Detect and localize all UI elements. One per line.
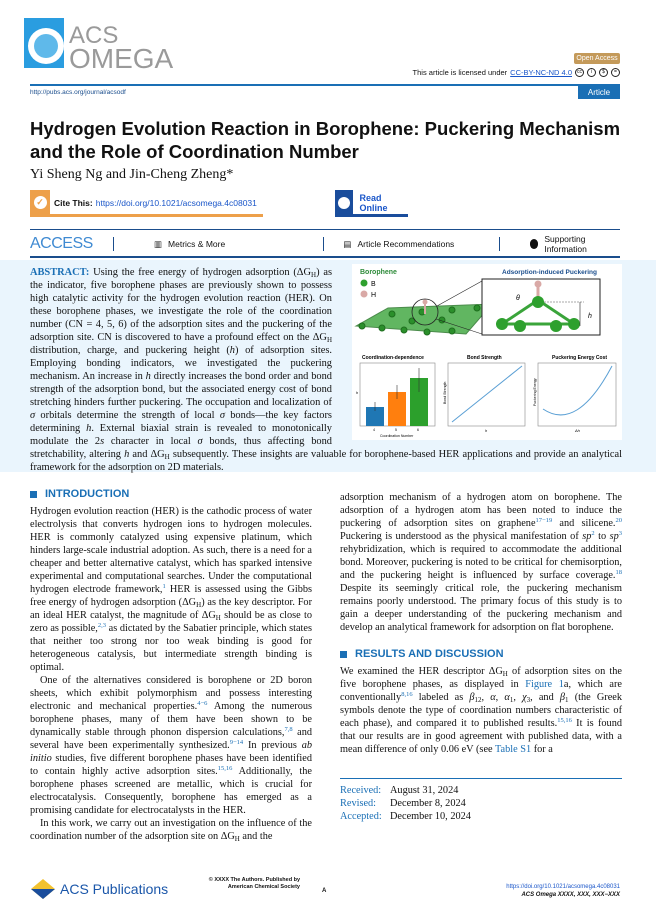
text-run: sp [582,531,592,542]
theta-label: θ [516,295,520,302]
tick-6: 6 [417,428,419,432]
panel2-title: Bond Strength [467,355,502,361]
text-run: In this work, we carry out an investigation on the influence of the coordination number of the adsorption site on ΔG [30,818,312,842]
panel1-title: Coordination-dependence [362,355,424,361]
open-access-badge: Open Access [574,53,620,64]
date-accepted: Accepted: December 10, 2024 [340,811,471,822]
borophene-label: Borophene [360,269,397,276]
metrics-link[interactable] [154,239,323,250]
si-icon [530,239,539,249]
journal-logo [24,16,224,86]
panel1-xlabel: Coordination Number [380,434,414,438]
hydrogen-atom-icon [361,291,368,298]
text-run: of adsorption sites on the five borophene phases, as displayed in [340,666,622,690]
svg-text:ACS: ACS [69,22,119,49]
text-run: h [229,345,235,356]
text-run: and several have been experimentally synthesized. [30,727,312,751]
page-number: A [322,888,327,894]
text-run: as dictated by the Sabatier principle, which states that neither too strong nor too weak binding is good for heterogeneous catalysis, but intermediate strength binding is optimal. [30,623,312,673]
text-run: In previous [243,740,302,751]
divider [113,237,114,251]
text-run: We examined the HER descriptor ΔG [340,666,503,677]
tick-5: 5 [395,428,397,432]
text-run: H [311,271,317,279]
text-run: H [196,601,202,609]
text-run: σ [30,410,36,421]
recommendations-link[interactable] [343,239,498,250]
read-online-label: Read Online [359,192,388,213]
reference-citation[interactable]: 15,16 [557,717,572,724]
text-run: Additionally, the borophene phases screened are metallic, which is crucial for electrocatalysis. Consequently, borophene has emerged as a promising candidate for electrocatalysts in the HER. [30,766,312,816]
doi-link[interactable]: https://doi.org/10.1021/acsomega.4c08031 [95,197,257,208]
authors: Yi Sheng Ng and Jin-Cheng Zheng* [30,167,234,182]
tick-4: 4 [373,428,375,432]
text-run: (the Greek symbols denote the type of coordination numbers characteristic of each phase), and compared it to published results. [340,692,623,729]
results-paragraph [340,665,622,756]
continued-paragraph [340,491,622,634]
text-run: character in local [104,436,198,447]
h-label: h [588,313,592,320]
text-run: , [513,692,523,703]
text-run: 1 [565,696,569,704]
supporting-info-link[interactable] [530,234,620,254]
results-heading: RESULTS AND DISCUSSION [340,648,622,660]
divider [499,237,500,251]
text-run: ) of adsorption sites. Employing bonding indicators, we investigated the puckering mechanism. An increase in [30,345,332,382]
divider [323,237,324,251]
reference-citation[interactable]: 8,16 [401,691,413,698]
text-run: , and [530,692,560,703]
license-line [413,68,620,77]
article-dates [340,778,622,823]
panel3-xlabel: Δh [575,428,580,433]
divider [30,229,620,230]
text-run: One of the alternatives considered is borophene or 2D boron sheets, which exhibit polymorphism and possess interesting electronic and mechanical properties. [30,675,312,712]
reference-citation[interactable]: 20 [615,517,622,524]
text-run: bonds—the key factors determining [30,410,332,434]
text-run: directly increases the bond order and bond strength of the adsorption bond, but the associated energy cost of bond stretching hinders further puckering. The occupation and localization of [30,371,332,408]
text-run: H [215,614,221,622]
reference-citation[interactable]: 2 [591,530,595,537]
text-run: a, which are conventionally [340,679,622,703]
panel2-xlabel: h [485,428,488,433]
license-prefix: This article is licensed under [412,68,508,77]
text-run: 1 [509,696,514,704]
svg-text:OMEGA: OMEGA [69,43,174,74]
supporting-label: Supporting Information [544,234,587,254]
text-run: β [469,692,475,703]
abstract-label: ABSTRACT: [30,267,90,278]
text-run: H [234,835,240,843]
text-run: 3 [526,696,531,704]
date-revised: Revised: December 8, 2024 [340,798,466,809]
intro-paragraph [30,505,312,674]
text-run: ) as the key descriptor. For an ideal HER catalyst, the magnitude of ΔG [30,597,312,621]
acs-emblem-icon [30,877,56,901]
copyright: © XXXX The Authors. Published by American Chemical Society [208,877,300,890]
text-run: Among the numerous borophene phases, many of them have been shown to be dynamically stable through phonon dispersion calculations, [30,701,312,738]
nd-icon: = [611,68,620,77]
reference-citation[interactable]: 9−14 [229,739,244,746]
text-run: β [559,692,566,703]
text-run: bonds, thus affecting bond stretchability, altering [30,436,332,460]
license-link[interactable]: CC-BY-NC-ND 4.0 [510,68,572,77]
text-run: H [502,670,508,678]
right-column [340,491,622,756]
figure-link[interactable]: Table S1 [494,744,532,755]
text-run: and silicene. [552,518,616,529]
reference-citation[interactable]: 4−6 [197,700,208,707]
text-run: . External biaxial strain is revealed to monotonically modulate the 2 [30,423,332,447]
recommendations-label: Article Recommendations [357,239,455,249]
panel3-title: Puckering Energy Cost [552,355,608,361]
text-run: HER is assessed using the Gibbs free energy of hydrogen adsorption (ΔG [30,584,312,608]
globe-icon [335,190,353,216]
panel3-ylabel: Puckering Energy [533,378,537,406]
text-run: Using the free energy of hydrogen adsorption (ΔG [93,267,311,278]
text-run: for a [531,744,553,755]
text-run: should be as close to zero as possible, [30,610,313,634]
divider [30,256,620,258]
section-square-icon [340,651,347,658]
article-title: Hydrogen Evolution Reaction in Borophene: Puckering Mechanism and the Role of Coordination Number [30,118,621,162]
access-bar [30,233,620,255]
text-run: subsequently. These insights are valuable for borophene-based HER applications and provide an analytical framework for the adsorption on 2D materials. [30,449,622,473]
text-run: h [86,423,92,434]
divider [30,84,620,86]
acs-publications-logo: ACS Publications [30,877,168,901]
text-run: distribution, charge, and puckering height ( [30,345,230,356]
cc-icon: cc [577,69,582,75]
text-run: and ΔG [129,449,165,460]
text-run: α [504,692,510,703]
text-run: H [326,336,332,344]
by-icon: i [587,68,596,77]
text-run: labeled as [412,692,470,703]
abstract [30,266,622,474]
cite-label: Cite This: [54,197,93,208]
text-run: σ [197,436,203,447]
footer-citation: https://doi.org/10.1021/acsomega.4c08031 ACS Omega XXXX, XXX, XXX−XXX [506,884,620,898]
date-received: Received: August 31, 2024 [340,785,459,796]
reference-citation[interactable]: 3 [618,530,622,537]
introduction-heading: INTRODUCTION [30,488,312,500]
text-run: , [495,692,505,703]
text-run: Hydrogen evolution reaction (HER) is the cathodic process of water electrolysis that converts hydrogen ions to hydrogen molecules. HER is commonly catalyzed using expensive platinum, which hinders large-scale industrial adoption. As such, there is a need for a cheaper and better alternative catalyst, which has sparked intensive experimental and computational searches. Under the computational hydrogen electrode framework, [30,506,312,595]
intro-paragraph [30,817,312,843]
reference-citation[interactable]: 2,3 [97,622,106,629]
toc-graphic [352,264,622,440]
cite-this [30,191,263,217]
text-run: χ [522,692,527,703]
access-label: ACCESS [30,235,93,252]
journal-url[interactable]: http://pubs.acs.org/journal/acsodf [30,89,126,96]
text-run: orbitals determine the strength of local [35,410,220,421]
reference-citation[interactable]: 17−19 [535,517,553,524]
text-run: to [594,531,610,542]
text-run: and the [239,831,273,842]
intro-paragraph [30,674,312,817]
text-run: studies, five different borophene phases have been identified to contain highly active adsorption sites. [30,753,312,777]
read-online-button[interactable] [335,191,408,217]
bar-chart-icon: ▥ [154,238,163,249]
text-run: ) as the indicator, five borophene phases are previously shown to possess high catalytic activity for the hydrogen evolution reaction (HER). On these borophene phases, we investigate the role of the coordination number (CN = 4, 5, 6) of the adsorption sites and the puckering of the adsorption site. CN is discovered to have a profound effect on the ΔG [30,267,332,343]
figure-link[interactable]: Figure 1 [525,679,564,690]
text-run: Despite its seemingly critical role, the puckering mechanism remains poorly understood. The primary focus of this study is to gain a deeper understanding of the puckering mechanism and develop an analytical framework for adsorption on flat borophene. [340,583,622,633]
nc-icon: $ [599,68,608,77]
reference-citation[interactable]: 7,8 [284,726,293,733]
text-run: α [490,692,496,703]
text-run: sp [609,531,619,542]
text-run: 12 [474,696,482,704]
section-square-icon [30,491,37,498]
text-run: H [164,453,170,461]
text-run: Puckering is understood as the physical manifestation of [340,531,583,542]
puckering-title: Adsorption-induced Puckering [502,269,597,276]
document-icon: ▤ [343,238,352,249]
footer-doi-link[interactable]: https://doi.org/10.1021/acsomega.4c08031 [506,884,620,890]
metrics-label: Metrics & More [168,239,226,249]
reference-citation[interactable]: 18 [615,569,622,576]
boron-atom-icon [361,280,368,287]
article-type-badge: Article [578,86,620,99]
left-column [30,488,312,843]
legend-b: B [371,281,376,288]
reference-citation[interactable]: 15,16 [217,765,233,772]
panel2-ylabel: Bond Strength [443,381,447,404]
text-run: adsorption mechanism of a hydrogen atom on borophene. The adsorption of a hydrogen atom has been noted to induce the puckering of adsorption sites on graphene [340,492,622,529]
panel1-ylabel: h [356,390,359,395]
text-run: h [145,371,151,382]
text-run: It is found that our results are in good agreement with published data, with a mean difference of only 0.06 eV (see [340,718,622,755]
text-run: σ [219,410,225,421]
text-run: , [481,692,491,703]
checkmark-icon: ✓ [30,190,50,216]
legend-h: H [371,292,377,299]
text-run: s [100,436,105,447]
text-run: rehybridization, which is required to accommodate the additional bond. Moreover, puckering is noted to be critical for chemisorption, and the puckering height is influenced by surface coverage. [340,544,622,581]
text-run: ab initio [30,740,312,764]
text-run: h [124,449,130,460]
reference-citation[interactable]: 1 [162,583,166,590]
